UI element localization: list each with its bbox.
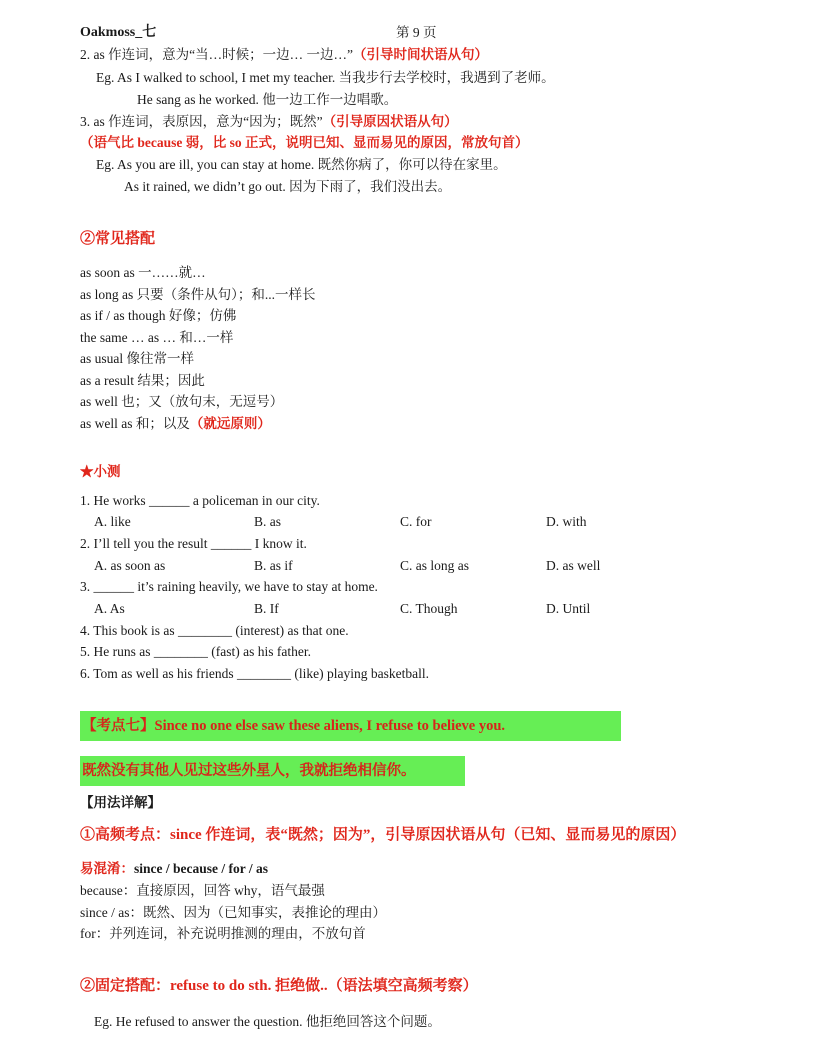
quiz-option: C. for bbox=[400, 514, 432, 529]
page-number: 第 9 页 bbox=[396, 25, 437, 40]
doc-owner: Oakmoss_七 bbox=[80, 25, 157, 40]
quiz-option: A. As bbox=[94, 601, 125, 616]
because-line: because：直接原因，回答 why，语气最强 bbox=[80, 883, 325, 898]
quiz-option: D. Until bbox=[546, 601, 591, 616]
item2-note: （引导时间状语从句） bbox=[352, 47, 488, 62]
item2-example-2: He sang as he worked. 他一边工作一边唱歌。 bbox=[137, 92, 398, 107]
collocation-item: the same … as … 和…一样 bbox=[80, 330, 234, 345]
quiz-option: A. like bbox=[94, 514, 131, 529]
collocation-item: as soon as 一……就… bbox=[80, 265, 206, 280]
collocation-item: as usual 像往常一样 bbox=[80, 351, 194, 366]
point7-sub2: ②固定搭配：refuse to do sth. 拒绝做..（语法填空高频考察） bbox=[80, 978, 478, 994]
collocation-item: as if / as though 好像；仿佛 bbox=[80, 308, 237, 323]
collocations-heading: ②常见搭配 bbox=[80, 231, 156, 247]
confuse-label: 易混淆： bbox=[80, 861, 134, 876]
quiz-option: C. Though bbox=[400, 601, 458, 616]
quiz-question-3: 3. ______ it’s raining heavily, we have to stay at home. bbox=[80, 579, 378, 594]
confuse-words: since / because / for / as bbox=[134, 861, 268, 876]
item2-main: 2. as 作连词，意为“当…时候；一边… 一边…” bbox=[80, 47, 353, 62]
quiz-option: A. as soon as bbox=[94, 558, 166, 573]
collocation-item: as long as 只要（条件从句）；和...一样长 bbox=[80, 287, 316, 302]
quiz-option: D. as well bbox=[546, 558, 601, 573]
item2-example-1: Eg. As I walked to school, I met my teacher. 当我步行去学校时，我遇到了老师。 bbox=[96, 70, 555, 85]
quiz-heading: ★小测 bbox=[80, 464, 121, 479]
since-line: since / as：既然、因为（已知事实，表推论的理由） bbox=[80, 905, 386, 920]
collocation-item: as well 也；又（放句末，无逗号） bbox=[80, 394, 284, 409]
quiz-question-4: 4. This book is as ________ (interest) as that one. bbox=[80, 623, 349, 638]
quiz-question-5: 5. He runs as ________ (fast) as his father. bbox=[80, 644, 311, 659]
collocation-item: as well as 和；以及 bbox=[80, 416, 190, 431]
quiz-option: B. as bbox=[254, 514, 281, 529]
quiz-option: B. If bbox=[254, 601, 279, 616]
item3-remark: （语气比 because 弱，比 so 正式，说明已知、显而易见的原因，常放句首） bbox=[80, 135, 529, 150]
quiz-option: B. as if bbox=[254, 558, 293, 573]
point7-translation: 既然没有其他人见过这些外星人，我就拒绝相信你。 bbox=[80, 756, 465, 786]
quiz-option: D. with bbox=[546, 514, 587, 529]
point7-sub1: ①高频考点：since 作连词，表“既然；因为”，引导原因状语从句（已知、显而易见的原因） bbox=[80, 827, 686, 843]
collocation-item-last bbox=[80, 415, 271, 433]
item2-line bbox=[80, 46, 488, 64]
quiz-question-1: 1. He works ______ a policeman in our city. bbox=[80, 493, 320, 508]
point7-example: Eg. He refused to answer the question. 他拒绝回答这个问题。 bbox=[94, 1014, 441, 1029]
item3-main: 3. as 作连词，表原因，意为“因为；既然” bbox=[80, 114, 323, 129]
item3-example-2: As it rained, we didn’t go out. 因为下雨了，我们没出去。 bbox=[124, 179, 452, 194]
item3-note: （引导原因状语从句） bbox=[322, 114, 458, 129]
confuse-line bbox=[80, 860, 268, 878]
quiz-question-2: 2. I’ll tell you the result ______ I know it. bbox=[80, 536, 307, 551]
item3-line bbox=[80, 113, 458, 131]
for-line: for：并列连词，补充说明推测的理由，不放句首 bbox=[80, 926, 366, 941]
usage-heading: 【用法详解】 bbox=[80, 795, 161, 810]
item3-example-1: Eg. As you are ill, you can stay at home. 既然你病了，你可以待在家里。 bbox=[96, 157, 507, 172]
collocation-item: as a result 结果；因此 bbox=[80, 373, 205, 388]
point7-title: 【考点七】Since no one else saw these aliens, I refuse to believe you. bbox=[80, 711, 621, 741]
collocation-note: （就远原则） bbox=[189, 416, 271, 431]
quiz-question-6: 6. Tom as well as his friends ________ (like) playing basketball. bbox=[80, 666, 429, 681]
quiz-option: C. as long as bbox=[400, 558, 469, 573]
